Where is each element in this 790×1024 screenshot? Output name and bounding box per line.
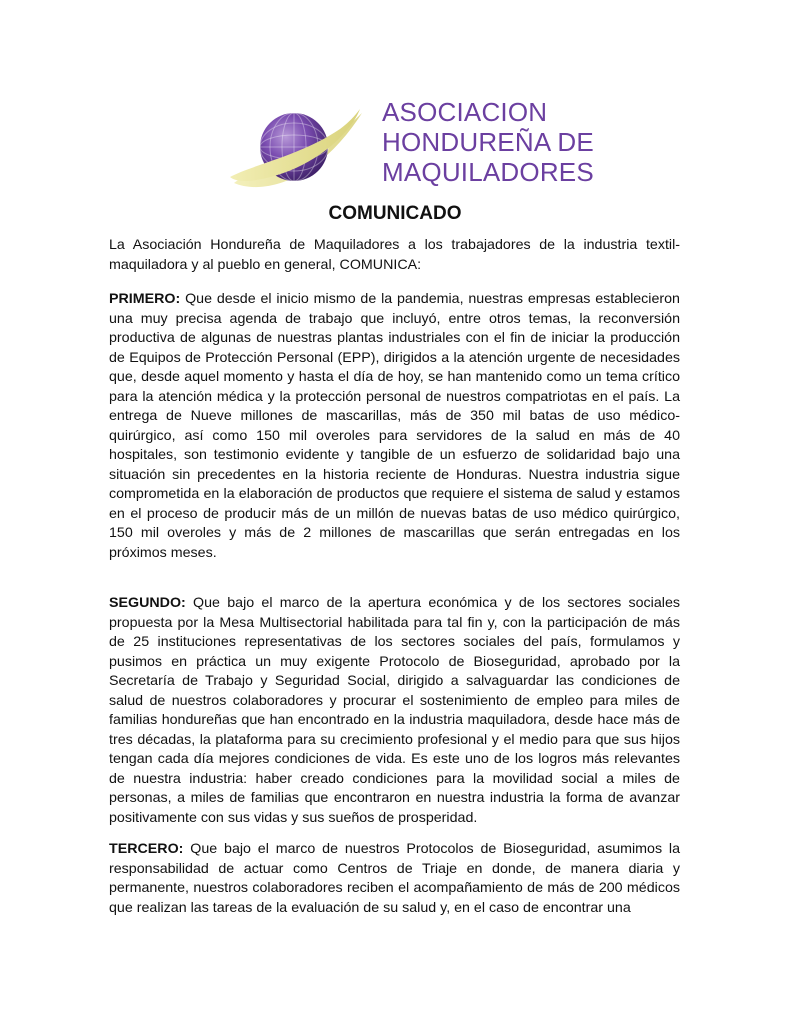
section-text: Que desde el inicio mismo de la pandemia, nuestras empresas establecieron una muy precisa agenda de trabajo que incluyó, entre otros temas, la reconversión productiva de algunas de nuestras plantas industriales con el fin de iniciar la producción de Equipos de Protección Personal (EPP), dirigidos a la atención urgente de necesidades que, desde aquel momento y hasta el día de hoy, se han mantenido como un tema crítico para la atención médica y la protección personal de nuestros compatriotas en el país. La entrega de Nueve millones de mascarillas, más de 350 mil batas de uso médico-quirúrgico, así como 150 mil overoles para servidores de la salud en más de 40 hospitales, son testimonio evidente y tangible de un esfuerzo de solidaridad bajo una situación sin precedentes en la historia reciente de Honduras. Nuestra industria sigue comprometida en la elaboración de productos que requiere el sistema de salud y estamos en el proceso de producir más de un millón de nuevas batas de uso médico quirúrgico, 150 mil overoles y más de 2 millones de mascarillas que serán entregadas en los próximos meses. [109,291,680,561]
section-segundo [109,594,680,828]
logo-wordmark [382,97,594,187]
logo-line-2: HONDUREÑA DE [382,127,594,157]
section-label: TERCERO: [109,841,184,857]
page-title: COMUNICADO [328,203,462,224]
section-primero [109,290,680,563]
section-label: PRIMERO: [109,291,181,307]
association-logo [222,95,594,205]
section-tercero [109,840,680,918]
logo-line-1: ASOCIACION [382,97,548,127]
section-text: Que bajo el marco de la apertura económica y de los sectores sociales propuesta por la Mesa Multisectorial habilitada para tal fin y, con la participación de más de 25 instituciones representativas de los sectores sociales del país, formulamos y pusimos en práctica un muy exigente Protocolo de Bioseguridad, aprobado por la Secretaría de Trabajo y Seguridad Social, dirigido a salvaguardar las condiciones de salud de nuestros colaboradores y procurar el sostenimiento de empleo para miles de familias hondureñas que han encontrado en la industria maquiladora, desde hace más de tres décadas, la plataforma para su crecimiento profesional y el medio para que sus hijos tengan cada día mejores condiciones de vida. Es este uno de los logros más relevantes de nuestra industria: haber creado condiciones para la movilidad social a miles de personas, a miles de familias que encontraron en nuestra industria la forma de avanzar positivamente con sus vidas y sus sueños de prosperidad. [109,595,680,826]
section-label: SEGUNDO: [109,595,186,611]
globe-logo-icon [222,95,372,205]
section-text: Que bajo el marco de nuestros Protocolos de Bioseguridad, asumimos la responsabilidad de actuar como Centros de Triaje en donde, de manera diaria y permanente, nuestros colaboradores reciben el acompañamiento de más de 200 médicos que realizan las tareas de la evaluación de su salud y, en el caso de encontrar una [109,841,680,916]
intro-paragraph: La Asociación Hondureña de Maquiladores a los trabajadores de la industria textil-maquiladora y al pueblo en general, COMUNICA: [109,237,680,273]
logo-line-3: MAQUILADORES [382,157,594,187]
